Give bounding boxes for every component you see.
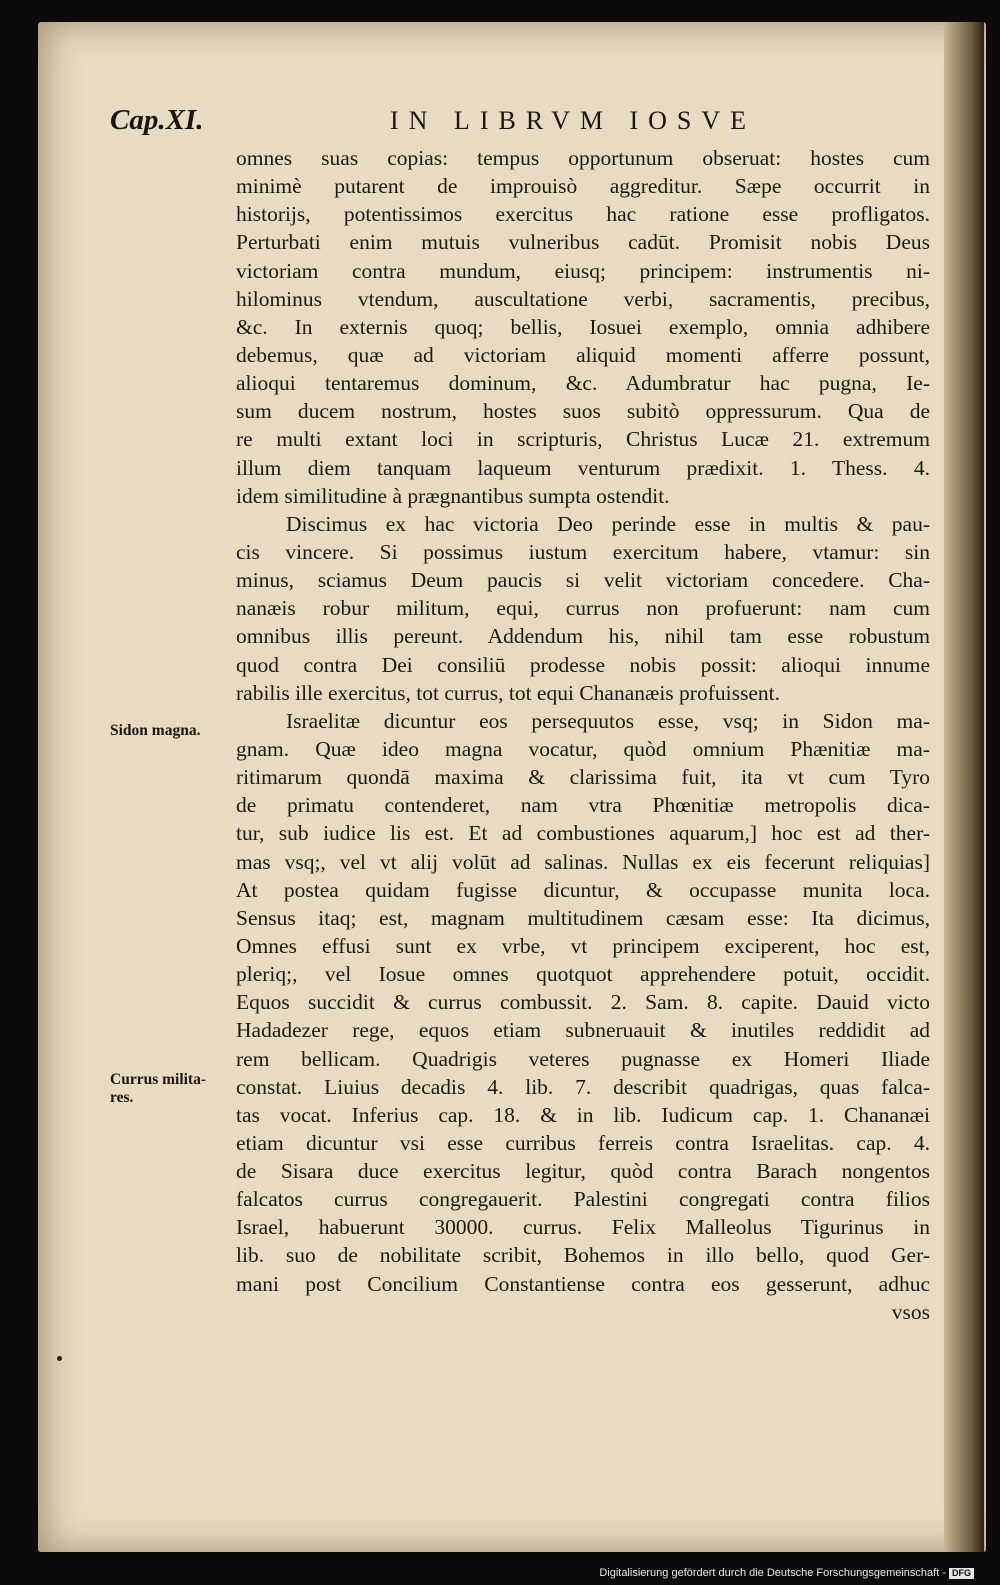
text-line: &c. In externis quoq; bellis, Iosuei exemplo, omnia adhibere [236, 314, 930, 339]
text-line: Equos succidit & currus combussit. 2. Sam. 8. capite. Dauid victo [236, 990, 930, 1015]
text-line: de primatu contenderet, nam vtra Phœnitiæ metropolis dica- [236, 793, 930, 818]
digitization-credit [599, 1567, 974, 1579]
text-line: alioqui tentaremus dominum, &c. Adumbratur hac pugna, Ie- [236, 371, 930, 396]
text-line: omnibus illis pereunt. Addendum his, nihil tam esse robustum [236, 624, 930, 649]
text-line: minus, sciamus Deum paucis si velit victoriam concedere. Cha- [236, 568, 930, 593]
text-line: falcatos currus congregauerit. Palestini congregati contra filios [236, 1187, 930, 1212]
text-line: cis vincere. Si possimus iustum exercitum habere, vtamur: sin [236, 539, 930, 564]
text-line: mani post Concilium Constantiense contra eos gesserunt, adhuc [236, 1271, 930, 1296]
text-line: tur, sub iudice lis est. Et ad combustiones aquarum,] hoc est ad ther- [236, 821, 930, 846]
text-line: idem similitudine à prægnantibus sumpta ostendit. [236, 483, 670, 508]
running-head [0, 104, 1000, 144]
page-gutter [944, 22, 984, 1552]
text-line: rabilis ille exercitus, tot currus, tot equi Chananæis profuissent. [236, 680, 780, 705]
text-line: rem bellicam. Quadrigis veteres pugnasse ex Homeri Iliade [236, 1046, 930, 1071]
chapter-label: Cap.XI. [110, 104, 204, 136]
text-line: minimè putarent de improuisò aggreditur. Sæpe occurrit in [236, 174, 930, 199]
text-line: Hadadezer rege, equos etiam subneruauit & inutiles reddidit ad [236, 1018, 930, 1043]
text-line: Perturbati enim mutuis vulneribus cadūt. Promisit nobis Deus [236, 230, 930, 255]
text-line: Discimus ex hac victoria Deo perinde esse in multis & pau- [286, 511, 930, 536]
text-line: Sensus itaq; est, magnam multitudinem cæsam esse: Ita dicimus, [236, 905, 930, 930]
text-line: illum diem tanquam laqueum venturum prædixit. 1. Thess. 4. [236, 455, 930, 480]
text-line: debemus, quæ ad victoriam aliquid momenti afferre possunt, [236, 342, 930, 367]
text-line: lib. suo de nobilitate scribit, Bohemos in illo bello, quod Ger- [236, 1243, 930, 1268]
text-line: historijs, potentissimos exercitus hac ratione esse profligatos. [236, 202, 930, 227]
text-line: tas vocat. Inferius cap. 18. & in lib. Iudicum cap. 1. Chananæi [236, 1102, 930, 1127]
margin-note-currus: Currus milita- res. [110, 1071, 207, 1106]
text-line: etiam dicuntur vsi esse curribus ferreis contra Israelitas. cap. 4. [236, 1130, 930, 1155]
text-line: constat. Liuius decadis 4. lib. 7. describit quadrigas, quas falca- [236, 1074, 930, 1099]
text-line: ritimarum quondā maxima & clarissima fuit, ita vt cum Tyro [236, 765, 930, 790]
text-line: Israelitæ dicuntur eos persequutos esse, vsq; in Sidon ma- [286, 708, 930, 733]
body-text [236, 144, 930, 1326]
dfg-logo: DFG [949, 1568, 974, 1579]
text-line: gnam. Quæ ideo magna vocatur, quòd omnium Phænitiæ ma- [236, 736, 930, 761]
text-line: de Sisara duce exercitus legitur, quòd contra Barach nongentos [236, 1159, 930, 1184]
text-line: Israel, habuerunt 30000. currus. Felix Malleolus Tigurinus in [236, 1215, 930, 1240]
text-line: vsos [891, 1299, 930, 1324]
text-line: re multi extant loci in scripturis, Christus Lucæ 21. extremum [236, 427, 930, 452]
credit-text: Digitalisierung gefördert durch die Deutsche Forschungsgemeinschaft - [599, 1567, 946, 1579]
text-line: sum ducem nostrum, hostes suos subitò oppressurum. Qua de [236, 399, 930, 424]
text-line: victoriam contra mundum, eiusq; principem: instrumentis ni- [236, 258, 930, 283]
text-line: quod contra Dei consiliū prodesse nobis possit: alioqui innume [236, 652, 930, 677]
margin-note-sidon: Sidon magna. [110, 722, 201, 739]
text-line: hilominus vtendum, auscultatione verbi, sacramentis, precibus, [236, 286, 930, 311]
text-line: Omnes effusi sunt ex vrbe, vt principem exciperent, hoc est, [236, 933, 930, 958]
text-line: pleriq;, vel Iosue omnes quotquot apprehendere potuit, occidit. [236, 962, 930, 987]
book-title: IN LIBRVM IOSVE [390, 106, 757, 135]
text-line: At postea quidam fugisse dicuntur, & occupasse munita loca. [236, 877, 930, 902]
text-line: mas vsq;, vel vt alij volūt ad salinas. Nullas ex eis fecerunt reliquias] [236, 849, 930, 874]
text-line: nanæis robur militum, equi, currus non profuerunt: nam cum [236, 596, 930, 621]
page-speck [57, 1356, 62, 1361]
text-line: omnes suas copias: tempus opportunum obseruat: hostes cum [236, 146, 930, 170]
